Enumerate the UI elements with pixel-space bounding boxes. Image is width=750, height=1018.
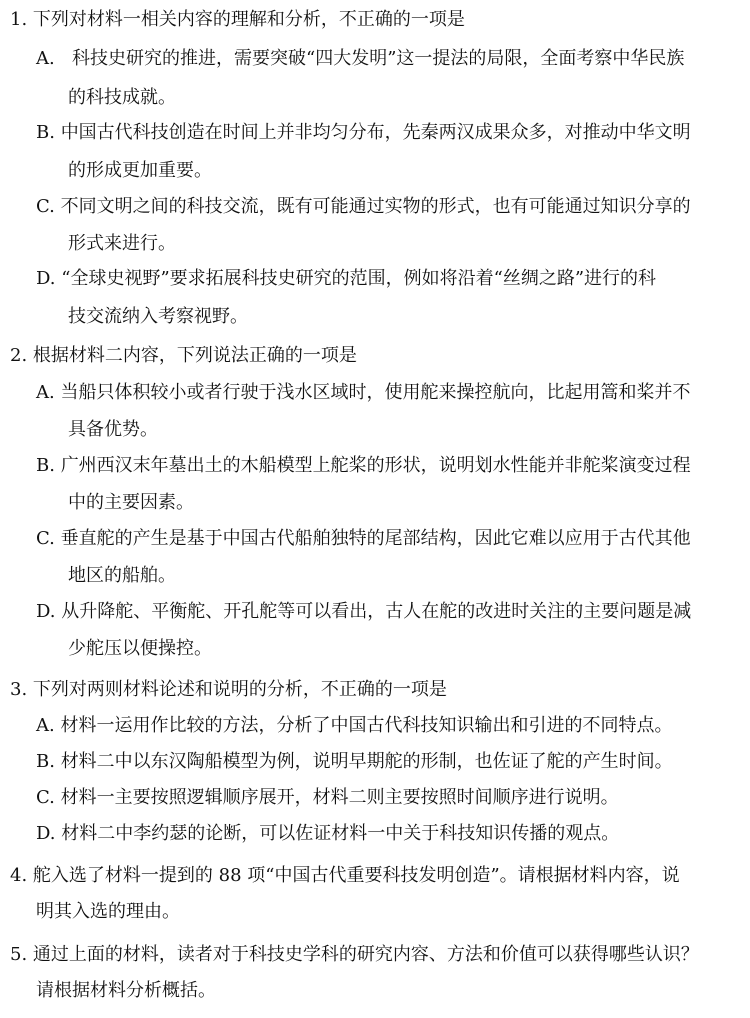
option-letter: C. <box>36 787 55 808</box>
question-text: 舵入选了材料一提到的 88 项“中国古代重要科技发明创造”。请根据材料内容，说 <box>32 865 680 886</box>
question-2-stem <box>10 344 357 368</box>
question-text: 下列对两则材料论述和说明的分析，不正确的一项是 <box>32 679 447 700</box>
question-text: 通过上面的材料，读者对于科技史学科的研究内容、方法和价值可以获得哪些认识？ <box>32 944 699 965</box>
question-number: 3. <box>10 679 28 700</box>
question-text-continued: 请根据材料分析概括。 <box>36 980 216 1001</box>
question-text-continued: 明其入选的理由。 <box>36 901 180 922</box>
option-letter: A. <box>36 715 55 736</box>
option-3-c <box>36 786 619 810</box>
option-letter: A. <box>36 382 55 403</box>
option-letter: B. <box>36 455 55 476</box>
option-text: 不同文明之间的科技交流，既有可能通过实物的形式，也有可能通过知识分享的 <box>60 196 691 217</box>
option-text-continued: 技交流纳入考察视野。 <box>68 306 248 327</box>
option-3-d <box>36 822 619 846</box>
option-letter: D. <box>36 823 56 844</box>
question-text: 根据材料二内容，下列说法正确的一项是 <box>32 345 357 366</box>
option-text: 材料二中李约瑟的论断，可以佐证材料一中关于科技知识传播的观点。 <box>61 823 620 844</box>
question-number: 5. <box>10 944 28 965</box>
question-text: 下列对材料一相关内容的理解和分析，不正确的一项是 <box>32 9 465 30</box>
option-text: 材料二中以东汉陶船模型为例，说明早期舵的形制，也佐证了舵的产生时间。 <box>60 751 673 772</box>
option-letter: C. <box>36 196 55 217</box>
question-number: 1. <box>10 9 28 30</box>
option-line <box>36 47 732 71</box>
option-text-continued: 的科技成就。 <box>68 87 176 108</box>
option-text: 中国古代科技创造在时间上并非均匀分布，先秦两汉成果众多，对推动中华文明 <box>60 122 691 143</box>
option-text: “全球史视野”要求拓展科技史研究的范围，例如将沿着“丝绸之路”进行的科 <box>61 268 657 289</box>
option-text: 当船只体积较小或者行驶于浅水区域时，使用舵来操控航向，比起用篙和桨并不 <box>60 382 691 403</box>
option-letter: D. <box>36 268 56 289</box>
question-3-stem <box>10 678 447 702</box>
option-3-a <box>36 714 672 738</box>
question-number: 4. <box>10 865 28 886</box>
option-text: 科技史研究的推进，需要突破“四大发明”这一提法的局限，全面考察中华民族 <box>72 48 685 69</box>
option-line <box>36 195 691 219</box>
option-text: 广州西汉末年墓出土的木船模型上舵桨的形状，说明划水性能并非舵桨演变过程 <box>60 455 691 476</box>
option-text: 材料一运用作比较的方法，分析了中国古代科技知识输出和引进的不同特点。 <box>60 715 673 736</box>
option-text-continued: 的形成更加重要。 <box>68 160 212 181</box>
option-letter: D. <box>36 601 56 622</box>
option-text: 垂直舵的产生是基于中国古代船舶独特的尾部结构，因此它难以应用于古代其他 <box>60 528 691 549</box>
option-text-continued: 地区的船舶。 <box>68 565 176 586</box>
option-letter: A. <box>36 48 55 69</box>
option-text: 从升降舵、平衡舵、开孔舵等可以看出，古人在舵的改进时关注的主要问题是减 <box>61 601 692 622</box>
option-text-continued: 中的主要因素。 <box>68 492 194 513</box>
option-letter: B. <box>36 122 55 143</box>
option-letter: C. <box>36 528 55 549</box>
question-5-stem <box>10 943 699 967</box>
option-line <box>36 121 691 145</box>
option-3-b <box>36 750 673 774</box>
option-text-continued: 少舵压以便操控。 <box>68 638 212 659</box>
option-line <box>36 527 691 551</box>
question-4-stem <box>10 864 680 888</box>
option-line <box>36 381 690 405</box>
option-line <box>36 267 656 291</box>
option-text: 材料一主要按照逻辑顺序展开，材料二则主要按照时间顺序进行说明。 <box>60 787 619 808</box>
option-letter: B. <box>36 751 55 772</box>
question-number: 2. <box>10 345 28 366</box>
option-line <box>36 454 691 478</box>
question-1-stem <box>10 8 465 32</box>
option-text-continued: 形式来进行。 <box>68 233 176 254</box>
option-text-continued: 具备优势。 <box>68 419 158 440</box>
option-line <box>36 600 691 624</box>
